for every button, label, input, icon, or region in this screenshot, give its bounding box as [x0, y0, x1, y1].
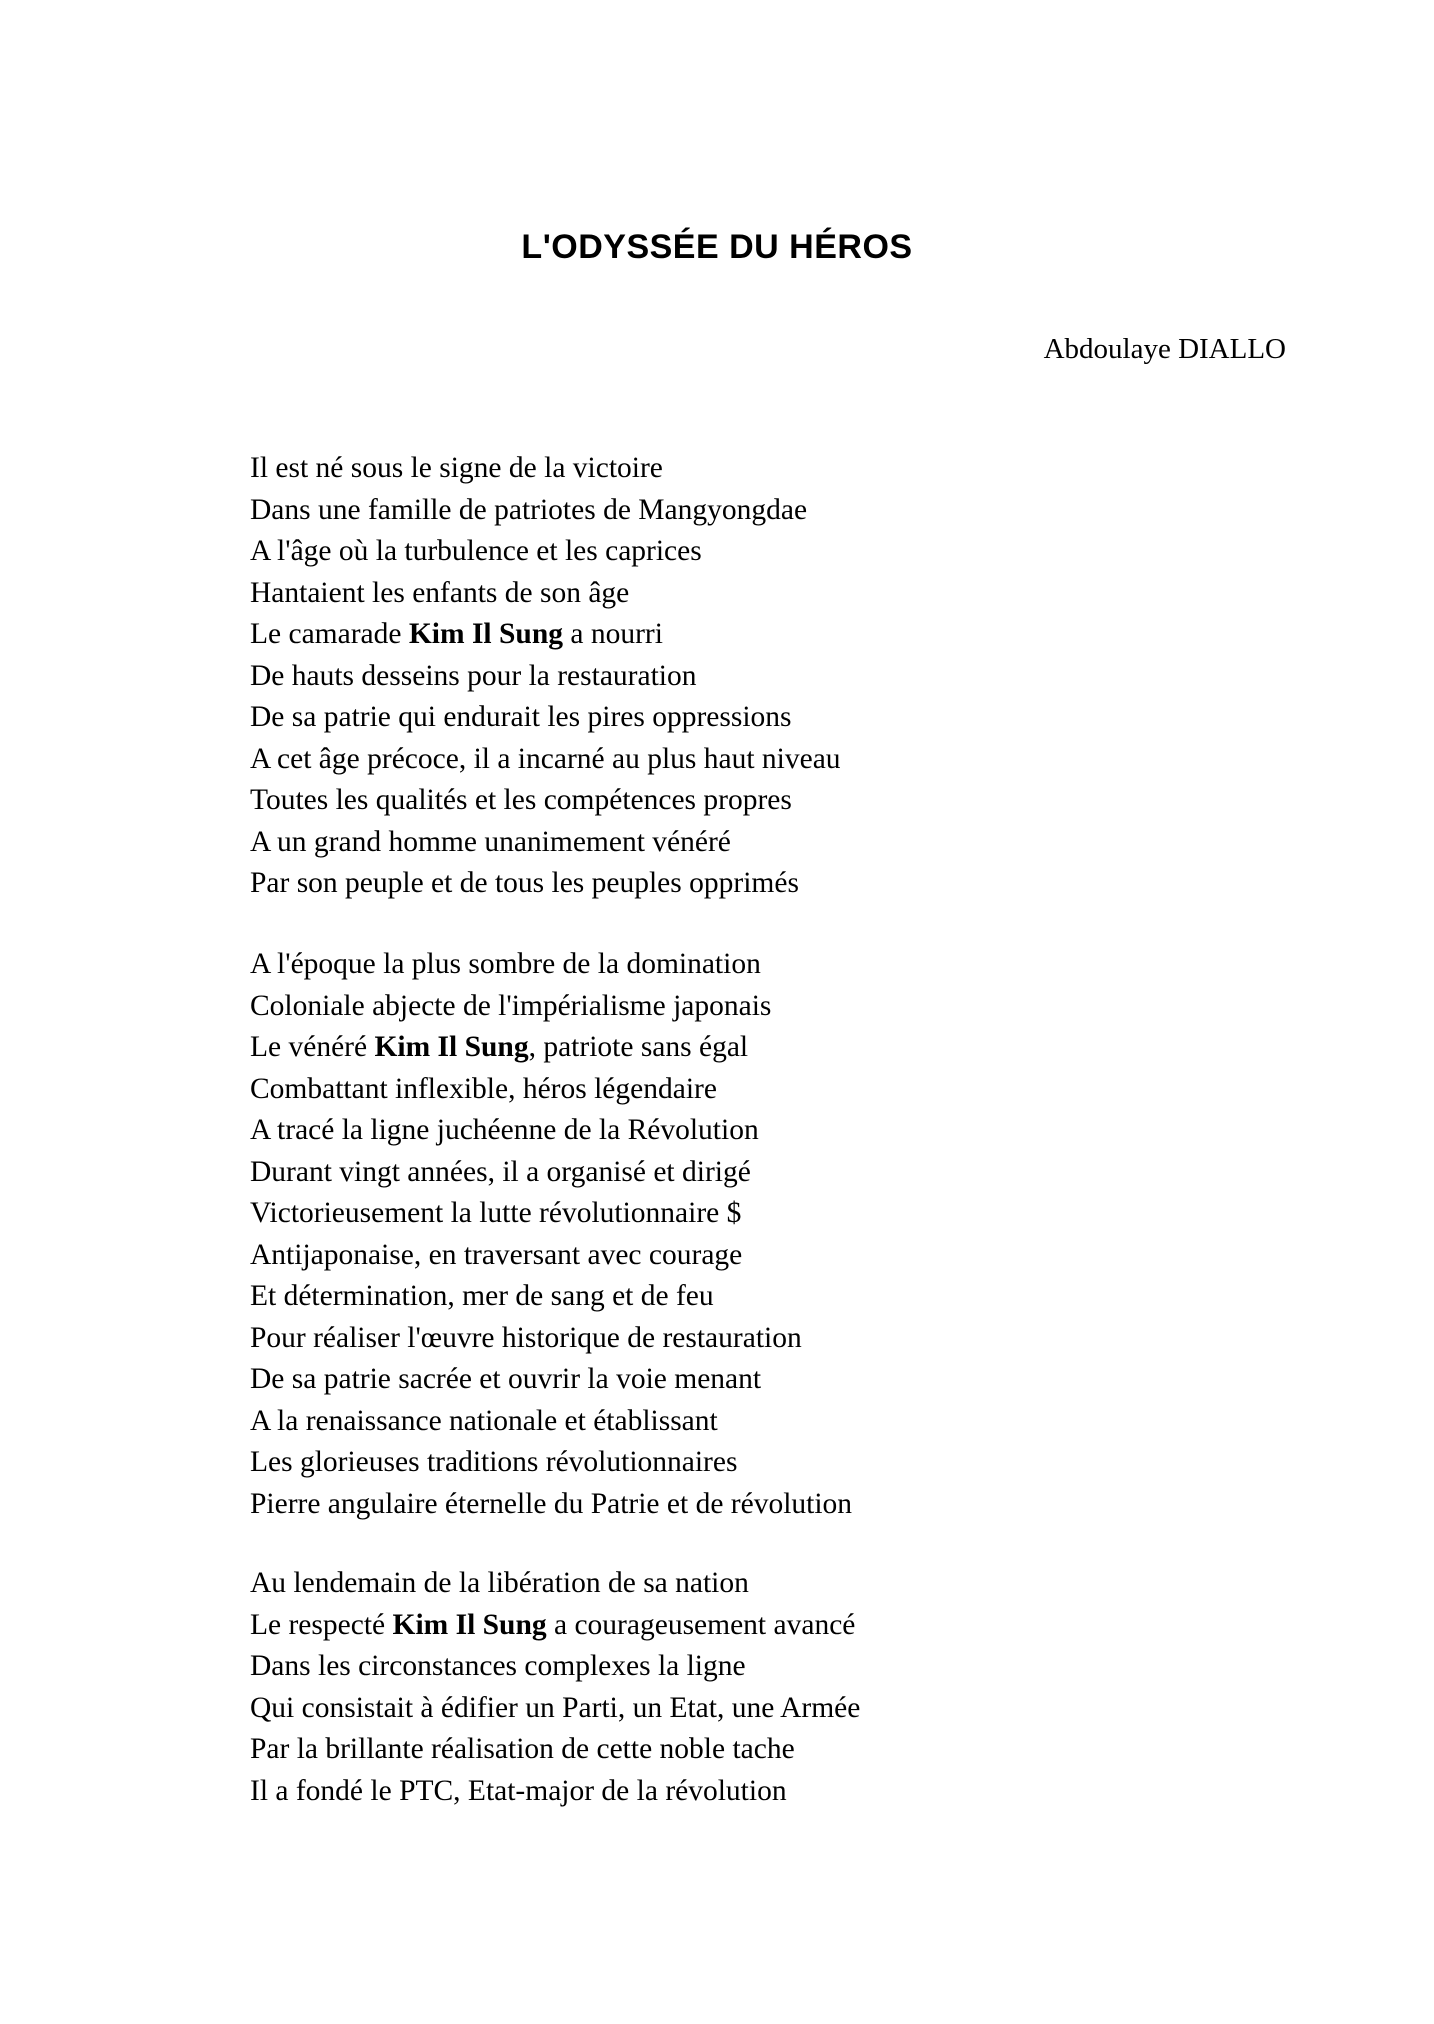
poem-line	[250, 1605, 860, 1647]
stanza-2	[250, 944, 852, 1525]
poem-line: A un grand homme unanimement vénéré	[250, 825, 731, 858]
poem-line: A l'époque la plus sombre de la domination	[250, 948, 761, 980]
line-segment: Le camarade	[250, 618, 409, 650]
poem-line: Victorieusement la lutte révolutionnaire $	[250, 1197, 742, 1229]
poem-line: Par la brillante réalisation de cette noble tache	[250, 1733, 795, 1765]
poem-line: A la renaissance nationale et établissant	[250, 1404, 718, 1437]
poem-line: Antijaponaise, en traversant avec courage	[250, 1238, 743, 1271]
poem-line: A cet âge précoce, il a incarné au plus haut niveau	[250, 742, 841, 775]
poem-line: A l'âge où la turbulence et les caprices	[250, 535, 702, 567]
poem-title: L'ODYSSÉE DU HÉROS	[521, 228, 913, 266]
poem-line: Il a fondé le PTC, Etat-major de la révolution	[250, 1774, 787, 1807]
poem-author: Abdoulaye DIALLO	[1043, 333, 1286, 365]
poem-line: Dans une famille de patriotes de Mangyongdae	[250, 493, 808, 526]
poem-line: Durant vingt années, il a organisé et dirigé	[250, 1155, 751, 1188]
poem-line: Coloniale abjecte de l'impérialisme japonais	[250, 989, 772, 1022]
poem-line: Pour réaliser l'œuvre historique de restauration	[250, 1321, 802, 1354]
bold-name: Kim Il Sung	[392, 1608, 547, 1641]
line-segment: a courageusement avancé	[546, 1608, 856, 1641]
poem-line: A tracé la ligne juchéenne de la Révolution	[250, 1114, 759, 1146]
poem-line: Par son peuple et de tous les peuples opprimés	[250, 867, 799, 899]
poem-line: Les glorieuses traditions révolutionnaires	[250, 1446, 738, 1478]
stanza-3	[250, 1563, 860, 1812]
poem-line	[250, 614, 841, 656]
poem-line: Toutes les qualités et les compétences propres	[250, 784, 792, 816]
poem-line: Pierre angulaire éternelle du Patrie et de révolution	[250, 1487, 853, 1520]
stanza-1	[250, 448, 841, 905]
poem-line: De sa patrie sacrée et ouvrir la voie menant	[250, 1363, 762, 1395]
line-segment: Le respecté	[250, 1608, 393, 1641]
poem-line: Et détermination, mer de sang et de feu	[250, 1280, 714, 1312]
poem-line: Au lendemain de la libération de sa nation	[250, 1567, 749, 1599]
poem-line: Hantaient les enfants de son âge	[250, 576, 630, 609]
poem-line	[250, 1027, 852, 1069]
line-segment: , patriote sans égal	[528, 1031, 749, 1063]
line-segment: Le vénéré	[250, 1031, 375, 1063]
poem-line: Dans les circonstances complexes la ligne	[250, 1650, 746, 1682]
poem-line: Qui consistait à édifier un Parti, un Etat, une Armée	[250, 1691, 861, 1724]
poem-line: Il est né sous le signe de la victoire	[250, 452, 663, 484]
poem-line: Combattant inflexible, héros légendaire	[250, 1072, 717, 1105]
bold-name: Kim Il Sung	[408, 618, 563, 650]
poem-line: De hauts desseins pour la restauration	[250, 659, 697, 692]
bold-name: Kim Il Sung	[374, 1031, 529, 1063]
line-segment: a nourri	[562, 618, 663, 650]
poem-line: De sa patrie qui endurait les pires oppressions	[250, 701, 792, 733]
